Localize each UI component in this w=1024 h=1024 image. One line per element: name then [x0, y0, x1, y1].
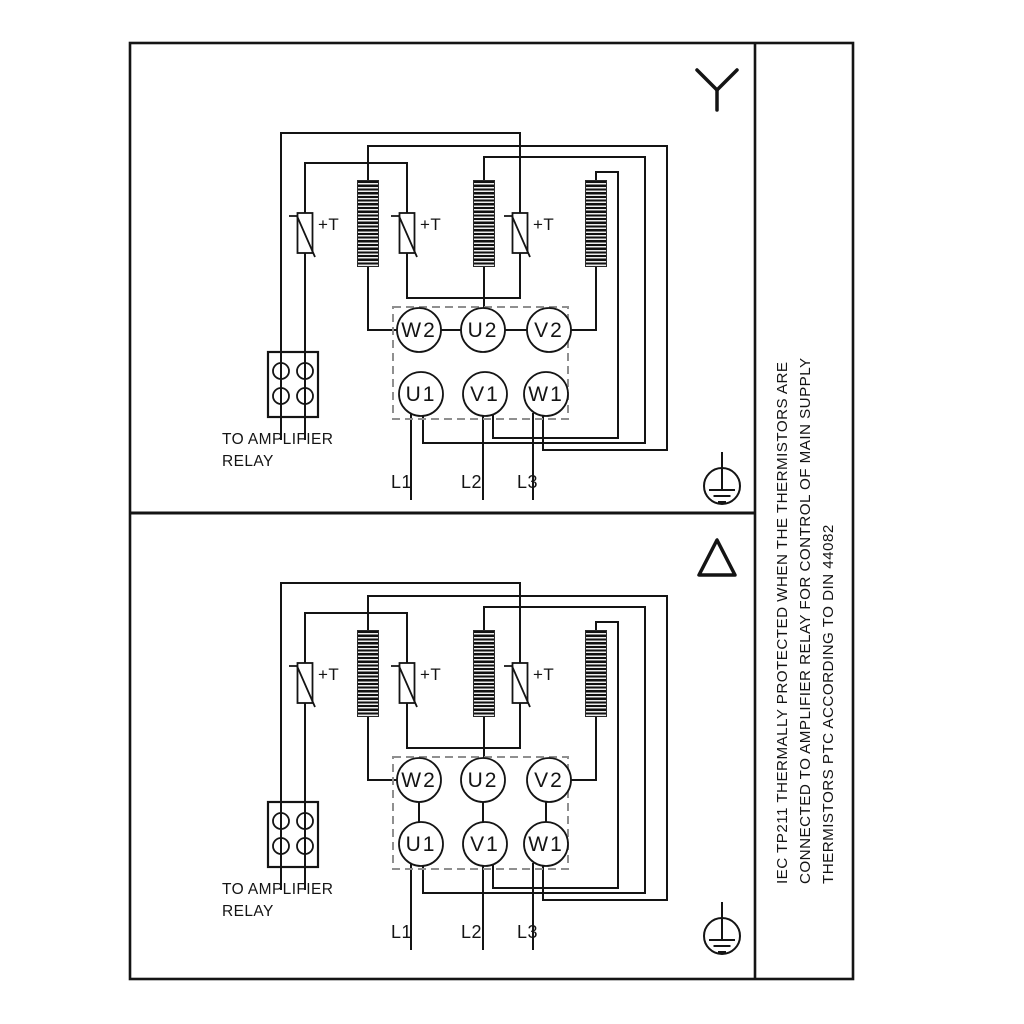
delta-connection-icon	[699, 540, 735, 575]
terminal-label-V1: V1	[470, 383, 500, 406]
sidebar-note	[771, 357, 840, 884]
terminal-label-U1: U1	[405, 383, 437, 406]
supply-label-L1: L1	[391, 922, 413, 942]
terminal-label-V1: V1	[470, 833, 500, 856]
terminal-label-V2: V2	[534, 769, 564, 792]
thermistor-label: +T	[318, 215, 340, 234]
supply-label-L2: L2	[461, 922, 483, 942]
terminal-label-V2: V2	[534, 319, 564, 342]
terminal-label-U1: U1	[405, 833, 437, 856]
supply-label-L3: L3	[517, 472, 539, 492]
terminal-label-W1: W1	[528, 833, 564, 856]
motor-winding-coil	[357, 630, 379, 717]
star-panel	[222, 70, 740, 504]
thermistor-label: +T	[318, 665, 340, 684]
sidebar-note-line: THERMISTORS PTC ACCORDING TO DIN 44082	[820, 524, 837, 884]
thermistor-label: +T	[420, 665, 442, 684]
motor-winding-coil	[357, 180, 379, 267]
terminal-label-W1: W1	[528, 383, 564, 406]
motor-winding-coil	[585, 180, 607, 267]
relay-note-line: TO AMPLIFIER	[222, 881, 334, 898]
thermistor-label: +T	[420, 215, 442, 234]
motor-winding-coil	[585, 630, 607, 717]
thermistor-label: +T	[533, 665, 555, 684]
terminal-label-U2: U2	[467, 769, 499, 792]
delta-panel	[222, 540, 740, 954]
star-connection-icon	[697, 70, 737, 110]
relay-note-line: RELAY	[222, 903, 274, 920]
motor-winding-coil	[473, 180, 495, 267]
supply-label-L3: L3	[517, 922, 539, 942]
relay-note-line: RELAY	[222, 453, 274, 470]
supply-label-L2: L2	[461, 472, 483, 492]
terminal-label-W2: W2	[401, 769, 437, 792]
relay-note-line: TO AMPLIFIER	[222, 431, 334, 448]
sidebar-note-line: IEC TP211 THERMALLY PROTECTED WHEN THE THERMISTORS ARE	[774, 361, 791, 884]
terminal-label-W2: W2	[401, 319, 437, 342]
terminal-label-U2: U2	[467, 319, 499, 342]
supply-label-L1: L1	[391, 472, 413, 492]
thermistor-label: +T	[533, 215, 555, 234]
sidebar-note-line: CONNECTED TO AMPLIFIER RELAY FOR CONTROL OF MAIN SUPPLY	[797, 357, 814, 884]
motor-winding-coil	[473, 630, 495, 717]
